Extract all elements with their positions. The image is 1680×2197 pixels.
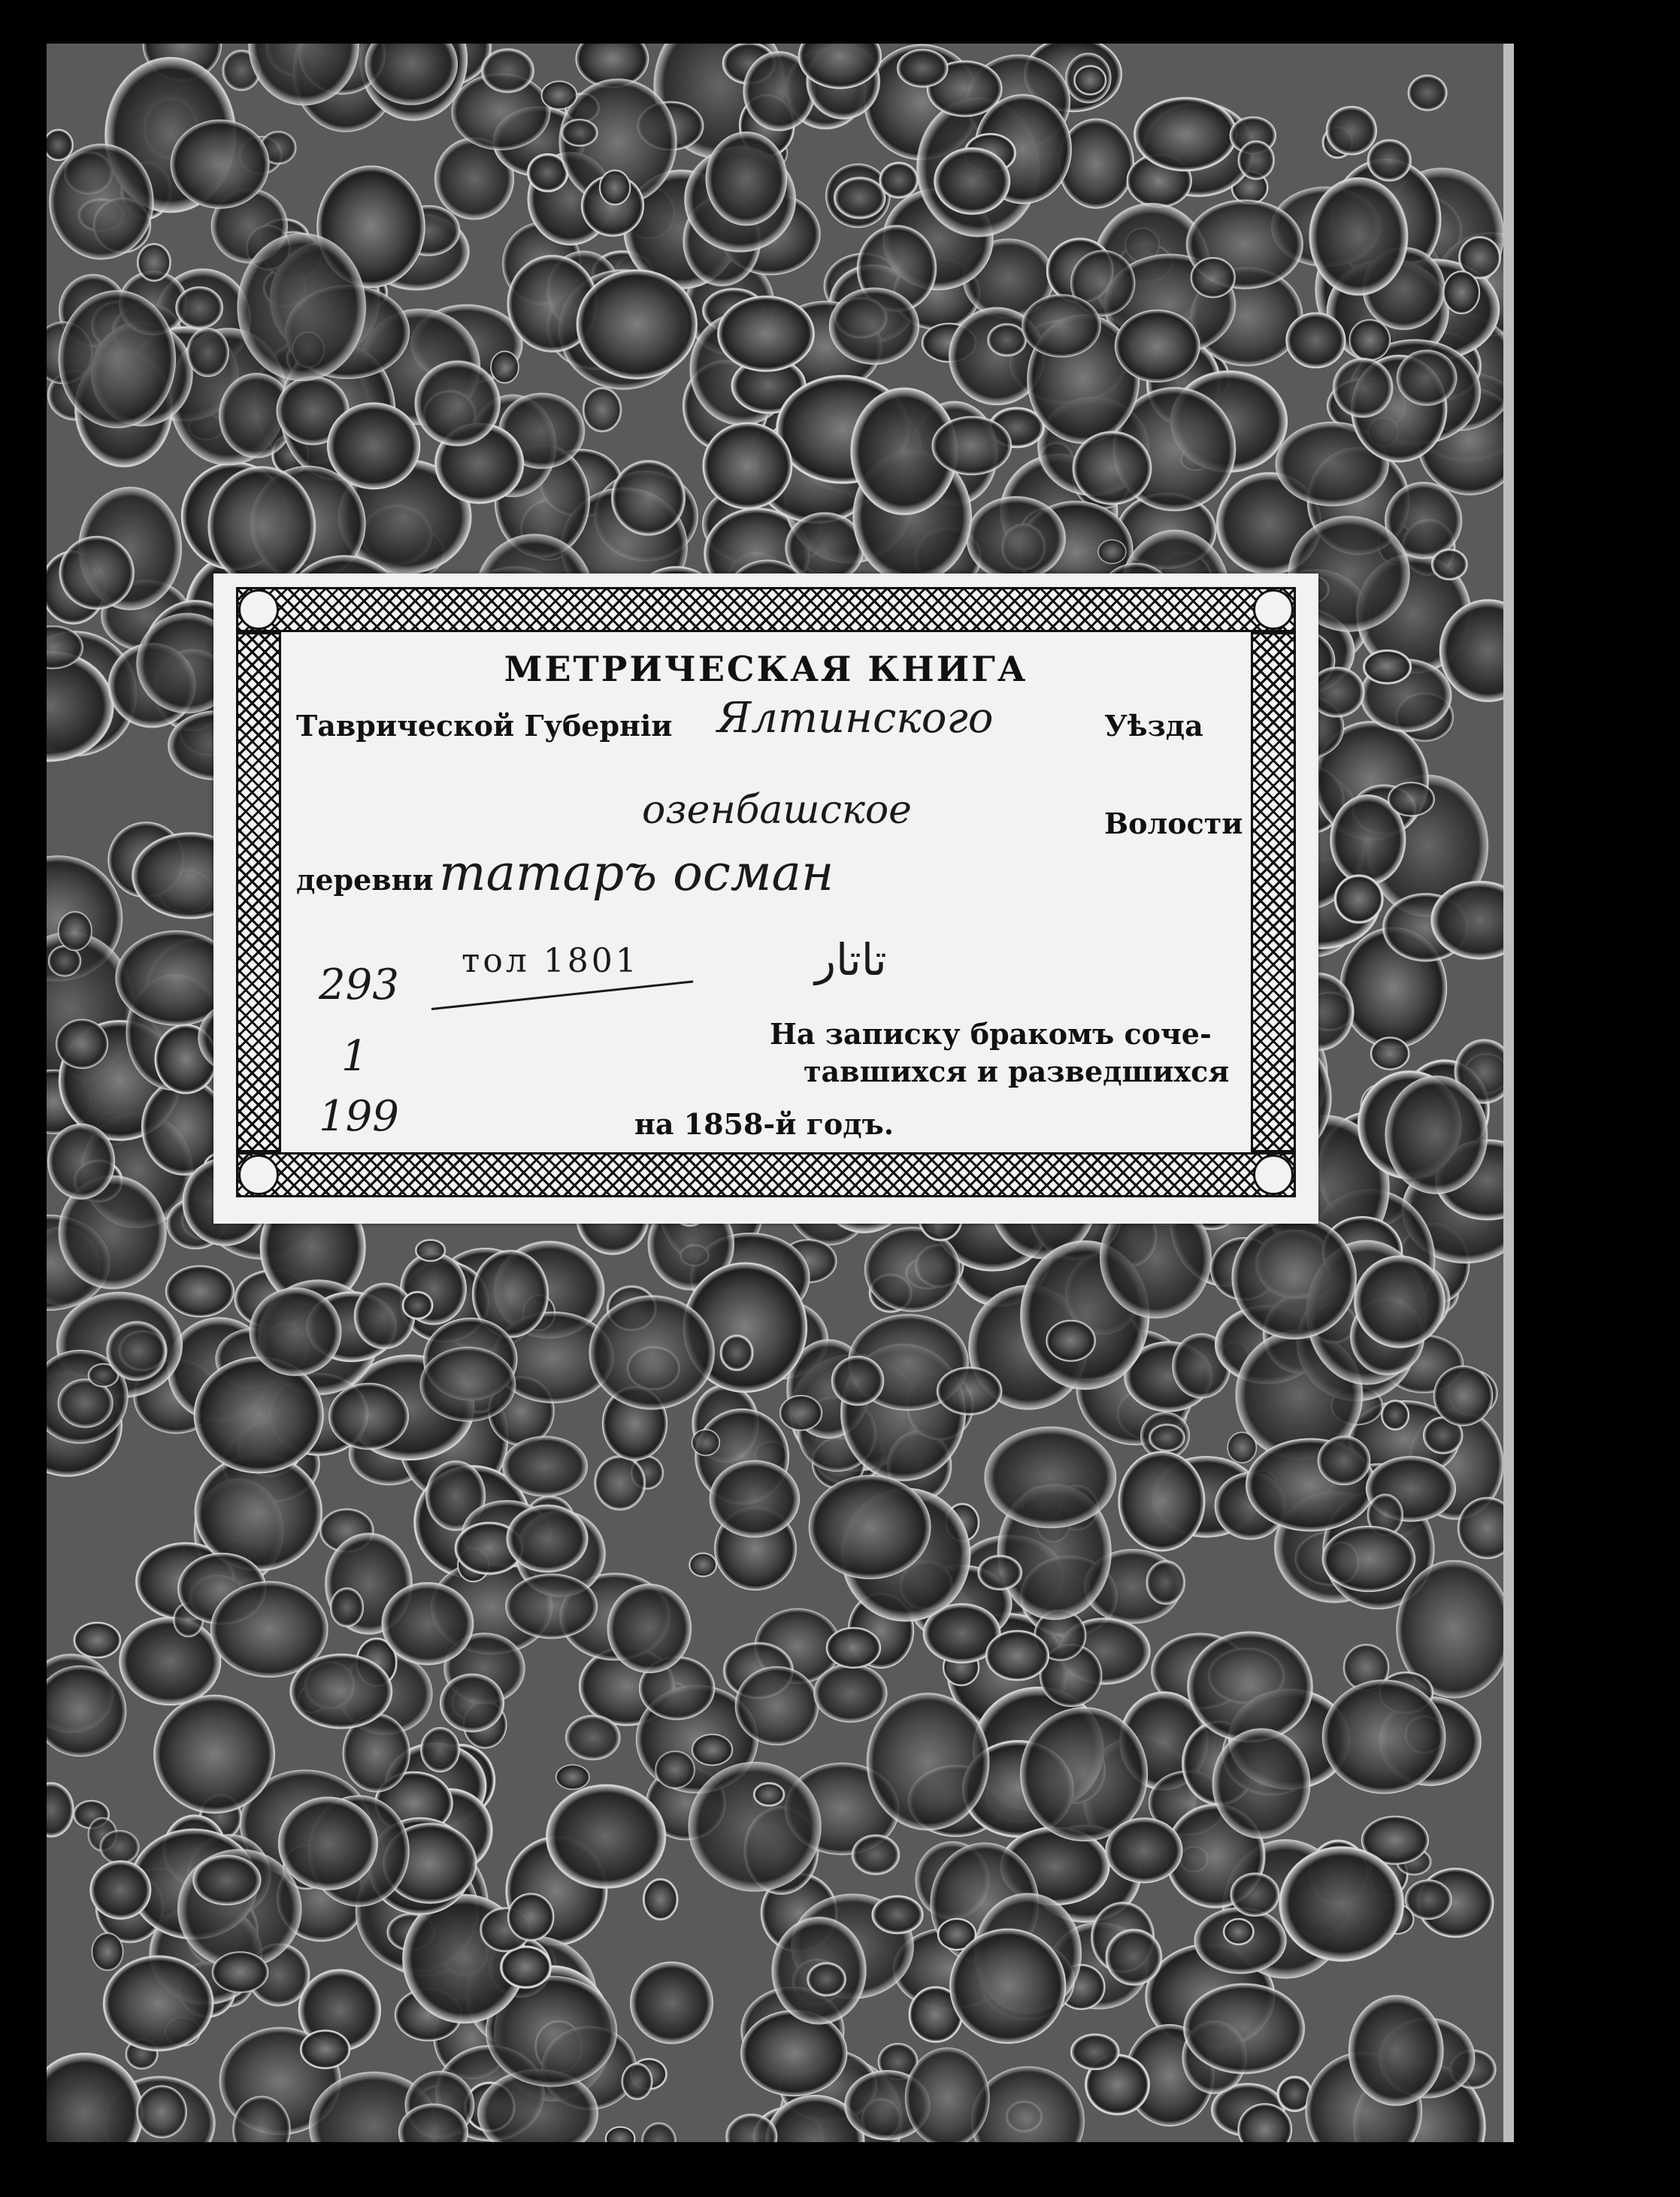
marble-cell — [583, 388, 621, 431]
marble-cell — [1443, 271, 1479, 313]
handwritten-arabic-note: ﺗﺎﺗﺎﺭ — [815, 934, 887, 985]
marble-cell — [1074, 66, 1106, 95]
handwritten-underlined-note: тол 1801 — [462, 942, 640, 980]
marble-cell — [692, 1430, 719, 1456]
archive-fond-number: 293 — [319, 961, 399, 1009]
marble-cell — [562, 120, 597, 146]
marble-cell — [1335, 876, 1382, 922]
marble-cell — [403, 1292, 433, 1319]
marble-cell — [1280, 1847, 1403, 1961]
marble-cell — [187, 328, 229, 377]
book-title: МЕТРИЧЕСКАЯ КНИГА — [504, 649, 1028, 689]
marble-cell — [421, 1728, 459, 1772]
marble-cell — [867, 1693, 988, 1829]
marble-cell — [301, 2031, 350, 2068]
marble-cell — [555, 1765, 589, 1790]
marble-cell — [329, 1384, 409, 1450]
year-line: на 1858-й годъ. — [634, 1107, 894, 1141]
marble-cell — [1333, 359, 1392, 416]
marble-cell — [1388, 782, 1434, 816]
marble-cell — [741, 2011, 847, 2096]
marble-cell — [830, 288, 919, 364]
marble-cell — [986, 1631, 1049, 1680]
marble-cell — [491, 351, 519, 383]
marble-cell — [383, 1583, 474, 1664]
marble-cell — [1191, 258, 1235, 298]
marble-cell — [238, 234, 365, 381]
marble-cell — [689, 1763, 821, 1891]
marble-cell — [932, 417, 1011, 475]
marble-cell — [508, 1893, 554, 1940]
marble-cell — [643, 1879, 677, 1920]
marble-cell — [622, 2063, 652, 2099]
marble-cell — [1022, 295, 1101, 357]
marble-cell — [1349, 1996, 1443, 2105]
marble-cell — [873, 1896, 923, 1934]
marble-cell — [1046, 1321, 1095, 1361]
marble-cell — [834, 178, 885, 218]
marble-cell — [1184, 1984, 1304, 2074]
marble-cell — [1323, 1527, 1415, 1591]
marble-cell — [780, 1396, 822, 1431]
marble-cell — [1364, 651, 1410, 684]
marble-cell — [577, 271, 697, 379]
marble-cell — [104, 1956, 213, 2050]
handwritten-uezd-name: Ялтинского — [717, 694, 994, 743]
ornamental-border-top — [236, 587, 1296, 632]
marble-cell — [1233, 1217, 1356, 1339]
marble-cell — [736, 1667, 819, 1745]
marble-cell — [710, 1460, 799, 1537]
marble-cell — [631, 1962, 713, 2044]
marble-cell — [137, 2086, 186, 2138]
marble-cell — [59, 291, 175, 428]
marble-cell — [506, 1575, 597, 1639]
marble-cell — [809, 1475, 931, 1579]
marble-cell — [786, 513, 864, 583]
marble-cell — [250, 1288, 341, 1376]
marble-cell — [852, 1835, 899, 1875]
marble-cell — [905, 2048, 989, 2143]
marble-cell — [416, 362, 500, 445]
marble-cell — [655, 1751, 695, 1789]
marble-cell — [1147, 1561, 1185, 1604]
marble-cell — [706, 132, 786, 225]
marble-cell — [482, 50, 533, 92]
purpose-line-1: На записку бракомъ соче- — [770, 1017, 1212, 1051]
marble-cell — [1355, 1256, 1445, 1347]
marble-cell — [1231, 1873, 1279, 1916]
marble-cell — [56, 1019, 108, 1068]
marble-cell — [934, 148, 1010, 213]
marble-cell — [1382, 1400, 1409, 1430]
marble-cell — [1286, 313, 1345, 368]
marble-cell — [355, 1284, 414, 1348]
marble-cell — [988, 324, 1026, 356]
marble-cell — [1149, 1424, 1184, 1451]
marble-cell — [718, 297, 813, 371]
marble-cell — [754, 1784, 784, 1806]
province-line: Таврической Губерніи — [296, 709, 673, 743]
marble-cell — [279, 1797, 378, 1890]
ornamental-border-right — [1251, 632, 1296, 1152]
marble-cell — [209, 468, 315, 586]
marble-cell — [827, 1628, 880, 1668]
marble-cell — [1322, 1680, 1445, 1793]
marble-cell — [171, 120, 269, 209]
leaf-ornament-icon — [1253, 1154, 1294, 1195]
marble-cell — [138, 244, 170, 281]
marble-cell — [1212, 1729, 1309, 1838]
marble-cell — [1409, 75, 1447, 110]
marble-cell — [1371, 1037, 1409, 1069]
marble-cell — [212, 1952, 268, 1993]
marble-cell — [328, 403, 420, 489]
marble-cell — [503, 1436, 588, 1496]
marble-cell — [1224, 1919, 1253, 1944]
marble-cell — [1188, 1633, 1312, 1742]
marble-cell — [1327, 107, 1376, 155]
marble-cell — [58, 912, 92, 951]
marble-cell — [440, 1674, 504, 1731]
marble-cell — [880, 163, 918, 198]
marble-cell — [1239, 141, 1274, 179]
marble-cell — [607, 1584, 691, 1673]
marble-cell — [100, 1830, 139, 1863]
marble-cell — [1318, 1436, 1370, 1485]
marble-cell — [1073, 432, 1151, 504]
marble-cell — [120, 1617, 220, 1705]
volost-label: Волости — [1104, 806, 1243, 840]
handwritten-village-name: татаръ осман — [439, 844, 834, 902]
marble-cell — [90, 1861, 150, 1919]
ornamental-border-left — [236, 632, 281, 1152]
leaf-ornament-icon — [1253, 589, 1294, 630]
marble-cell — [967, 497, 1065, 580]
marble-cell — [692, 1734, 733, 1765]
marble-cell — [1397, 350, 1456, 405]
marble-cell — [950, 1929, 1065, 2044]
marble-cell — [1134, 98, 1236, 170]
marble-cell — [1098, 540, 1126, 564]
marble-cell — [1106, 1818, 1182, 1883]
leaf-ornament-icon — [238, 589, 279, 630]
marble-cell — [985, 1427, 1116, 1528]
marble-cell — [420, 1347, 516, 1421]
marble-cell — [1115, 310, 1200, 382]
title-label — [213, 573, 1318, 1224]
marble-cell — [979, 1556, 1022, 1590]
marble-cell — [590, 1296, 714, 1409]
marble-cell — [107, 1322, 166, 1380]
marble-cell — [898, 50, 948, 87]
marble-cell — [1432, 549, 1467, 580]
marble-cell — [1385, 1076, 1488, 1194]
handwritten-volost-name: озенбашское — [642, 788, 912, 833]
marble-cell — [1119, 1452, 1205, 1551]
marble-cell — [176, 287, 222, 328]
marble-cell — [808, 1963, 846, 1996]
marble-cell — [832, 1357, 884, 1406]
marble-cell — [193, 1856, 261, 1905]
marble-cell — [154, 1696, 274, 1813]
marble-cell — [612, 461, 684, 535]
uezd-label: Уѣзда — [1104, 709, 1203, 743]
marble-cell — [814, 1664, 887, 1722]
marble-cell — [721, 1336, 752, 1370]
marble-cell — [1071, 2035, 1118, 2070]
marble-cell — [566, 1716, 620, 1760]
marble-cell — [541, 81, 577, 109]
marble-cell — [507, 1506, 588, 1572]
marble-cell — [1227, 1432, 1257, 1463]
marble-cell — [60, 537, 134, 609]
marble-cell — [92, 1933, 123, 1971]
marble-cell — [166, 1266, 235, 1317]
marble-cell — [689, 1553, 716, 1576]
archive-delo-number: 199 — [319, 1092, 399, 1141]
marble-cell — [1310, 178, 1407, 295]
marble-cell — [50, 144, 153, 259]
marble-cell — [291, 1654, 392, 1728]
marble-cell — [600, 171, 631, 205]
marble-cell — [1368, 140, 1411, 180]
marble-cell — [1433, 1366, 1492, 1426]
marble-cell — [1349, 319, 1390, 360]
handwritten-underline — [431, 980, 693, 1010]
marble-cell — [416, 1240, 445, 1261]
marble-cell — [47, 129, 73, 160]
leaf-ornament-icon — [238, 1154, 279, 1195]
marble-cell — [937, 1367, 1001, 1414]
marble-cell — [547, 1785, 665, 1887]
purpose-line-2: тавшихся и разведшихся — [804, 1055, 1230, 1088]
ornamental-border-bottom — [236, 1152, 1296, 1197]
archive-opis-number: 1 — [341, 1032, 368, 1081]
marble-cell — [704, 423, 792, 509]
marble-cell — [1106, 1930, 1161, 1985]
marble-cell — [74, 1623, 120, 1658]
marble-cell — [501, 1947, 551, 1987]
marble-cell — [331, 1588, 364, 1627]
marble-cell — [595, 1457, 645, 1510]
village-label: деревни — [296, 863, 434, 897]
marble-cell — [48, 1124, 115, 1199]
